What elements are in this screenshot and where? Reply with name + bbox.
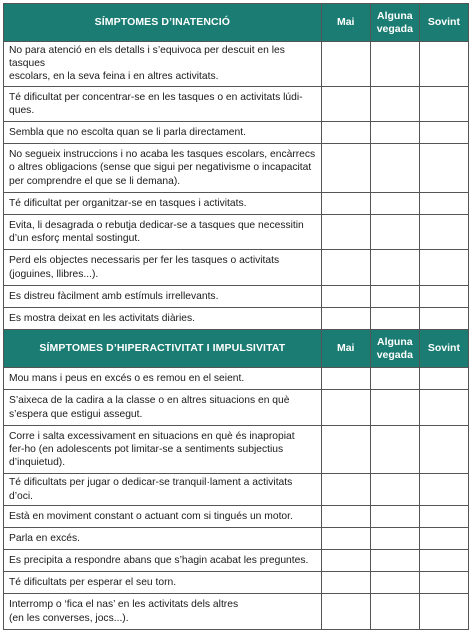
column-header-sovint: Sovint	[419, 330, 468, 368]
symptom-text-line: Té dificultats per jugar o dedicar-se tranquil·lament a activitats d’oci.	[9, 477, 293, 502]
symptom-row	[4, 572, 469, 594]
answer-cell-mai[interactable]	[321, 192, 370, 214]
section-title: SÍMPTOMES D’HIPERACTIVITAT I IMPULSIVITAT	[4, 330, 322, 368]
answer-cell-sovint[interactable]	[419, 425, 468, 474]
answer-cell-alguna-vegada[interactable]	[370, 86, 419, 121]
column-header-alguna-vegada: Alguna vegada	[370, 4, 419, 42]
answer-cell-mai[interactable]	[321, 86, 370, 121]
answer-cell-mai[interactable]	[321, 390, 370, 425]
answer-cell-sovint[interactable]	[419, 474, 468, 505]
column-header-mai: Mai	[321, 4, 370, 42]
answer-cell-alguna-vegada[interactable]	[370, 122, 419, 144]
symptom-text	[4, 474, 322, 505]
symptom-text	[4, 122, 322, 144]
answer-cell-mai[interactable]	[321, 594, 370, 629]
section-title: SÍMPTOMES D’INATENCIÓ	[4, 4, 322, 42]
symptom-text	[4, 307, 322, 329]
symptom-text-line: d’un esforç mental sostingut.	[9, 233, 141, 245]
symptom-text	[4, 86, 322, 121]
symptom-text-line: Interromp o ‘fica el nas’ en les activitats dels altres	[9, 599, 239, 611]
symptom-text-line: S’aixeca de la cadira a la classe o en altres situacions en què	[9, 395, 290, 407]
answer-cell-sovint[interactable]	[419, 550, 468, 572]
answer-cell-sovint[interactable]	[419, 250, 468, 285]
column-header-alguna-vegada: Alguna vegada	[370, 330, 419, 368]
symptom-row	[4, 368, 469, 390]
answer-cell-sovint[interactable]	[419, 42, 468, 87]
symptom-text-line: o altres obligacions (sense que sigui per negativisme o incapacitat	[9, 162, 312, 174]
symptom-text-line: Està en moviment constant o actuant com si tingués un motor.	[9, 510, 293, 522]
answer-cell-sovint[interactable]	[419, 368, 468, 390]
answer-cell-alguna-vegada[interactable]	[370, 144, 419, 193]
symptom-text	[4, 250, 322, 285]
symptom-row	[4, 86, 469, 121]
symptom-text-line: Sembla que no escolta quan se li parla directament.	[9, 126, 246, 138]
symptom-row	[4, 192, 469, 214]
answer-cell-mai[interactable]	[321, 527, 370, 549]
answer-cell-sovint[interactable]	[419, 285, 468, 307]
answer-cell-alguna-vegada[interactable]	[370, 527, 419, 549]
answer-cell-sovint[interactable]	[419, 192, 468, 214]
symptom-text-line: (joguines, llibres...).	[9, 268, 99, 280]
symptom-row	[4, 285, 469, 307]
section-header-row	[4, 330, 469, 368]
answer-cell-alguna-vegada[interactable]	[370, 474, 419, 505]
checklist-table	[3, 3, 469, 630]
symptom-text-line: fer-ho (en adolescents pot limitar-se a sentiments subjectius	[9, 443, 284, 455]
answer-cell-alguna-vegada[interactable]	[370, 42, 419, 87]
section-header-row	[4, 4, 469, 42]
symptom-text-line: per comprendre el que se li demana).	[9, 175, 181, 187]
answer-cell-alguna-vegada[interactable]	[370, 572, 419, 594]
answer-cell-mai[interactable]	[321, 572, 370, 594]
symptom-text	[4, 368, 322, 390]
symptom-text-line: Es precipita a respondre abans que s’hagin acabat les preguntes.	[9, 555, 309, 567]
answer-cell-alguna-vegada[interactable]	[370, 192, 419, 214]
answer-cell-alguna-vegada[interactable]	[370, 368, 419, 390]
symptom-text	[4, 390, 322, 425]
symptom-text	[4, 285, 322, 307]
answer-cell-alguna-vegada[interactable]	[370, 250, 419, 285]
symptom-text	[4, 527, 322, 549]
symptom-text	[4, 594, 322, 629]
symptom-row	[4, 425, 469, 474]
symptom-text-line: Evita, li desagrada o rebutja dedicar-se a tasques que necessitin	[9, 219, 304, 231]
symptom-text-line: No para atenció en els detalls i s’equivoca per descuit en les tasques	[9, 45, 285, 70]
answer-cell-sovint[interactable]	[419, 214, 468, 249]
symptom-text-line: Té dificultat per concentrar-se en les tasques o en activitats lúdi-	[9, 91, 303, 103]
symptom-text	[4, 550, 322, 572]
symptom-row	[4, 122, 469, 144]
symptom-text-line: d’inquietud).	[9, 457, 66, 469]
answer-cell-mai[interactable]	[321, 425, 370, 474]
symptom-text	[4, 144, 322, 193]
symptom-text-line: Es mostra deixat en les activitats diàries.	[9, 312, 195, 324]
symptom-row	[4, 474, 469, 505]
answer-cell-mai[interactable]	[321, 368, 370, 390]
answer-cell-mai[interactable]	[321, 550, 370, 572]
symptom-text-line: s’espera que estigui assegut.	[9, 408, 143, 420]
column-header-sovint: Sovint	[419, 4, 468, 42]
symptom-text-line: Es distreu fàcilment amb estímuls irrellevants.	[9, 290, 219, 302]
answer-cell-sovint[interactable]	[419, 527, 468, 549]
symptom-text-line: ques.	[9, 104, 35, 116]
symptom-text	[4, 505, 322, 527]
answer-cell-mai[interactable]	[321, 474, 370, 505]
answer-cell-sovint[interactable]	[419, 505, 468, 527]
symptom-text-line: Perd els objectes necessaris per fer les tasques o activitats	[9, 255, 280, 267]
symptom-row	[4, 307, 469, 329]
answer-cell-sovint[interactable]	[419, 572, 468, 594]
symptom-text-line: Mou mans i peus en excés o es remou en el seient.	[9, 373, 245, 385]
symptom-row	[4, 42, 469, 87]
symptom-text-line: No segueix instruccions i no acaba les tasques escolars, encàrrecs	[9, 149, 316, 161]
symptom-row	[4, 505, 469, 527]
symptom-text-line: (en les converses, jocs...).	[9, 612, 129, 624]
symptom-text-line: Corre i salta excessivament en situacions en què és inapropiat	[9, 430, 295, 442]
answer-cell-alguna-vegada[interactable]	[370, 505, 419, 527]
answer-cell-alguna-vegada[interactable]	[370, 425, 419, 474]
symptom-text	[4, 214, 322, 249]
symptom-text-line: Té dificultat per organitzar-se en tasques i activitats.	[9, 197, 247, 209]
answer-cell-sovint[interactable]	[419, 390, 468, 425]
answer-cell-sovint[interactable]	[419, 307, 468, 329]
answer-cell-sovint[interactable]	[419, 86, 468, 121]
answer-cell-mai[interactable]	[321, 505, 370, 527]
symptom-text-line: Parla en excés.	[9, 532, 80, 544]
symptom-row	[4, 527, 469, 549]
symptom-row	[4, 390, 469, 425]
answer-cell-mai[interactable]	[321, 122, 370, 144]
symptom-text-line: escolars, en la seva feina i en altres activitats.	[9, 71, 219, 83]
symptom-text-line: Té dificultats per esperar el seu torn.	[9, 577, 177, 589]
symptom-row	[4, 144, 469, 193]
symptom-row	[4, 594, 469, 629]
symptom-text	[4, 192, 322, 214]
answer-cell-mai[interactable]	[321, 144, 370, 193]
symptom-row	[4, 550, 469, 572]
symptom-row	[4, 250, 469, 285]
column-header-mai: Mai	[321, 330, 370, 368]
symptom-row	[4, 214, 469, 249]
answer-cell-sovint[interactable]	[419, 144, 468, 193]
answer-cell-sovint[interactable]	[419, 122, 468, 144]
answer-cell-mai[interactable]	[321, 307, 370, 329]
answer-cell-sovint[interactable]	[419, 594, 468, 629]
answer-cell-alguna-vegada[interactable]	[370, 390, 419, 425]
answer-cell-alguna-vegada[interactable]	[370, 214, 419, 249]
symptom-text	[4, 42, 322, 87]
answer-cell-alguna-vegada[interactable]	[370, 550, 419, 572]
answer-cell-mai[interactable]	[321, 42, 370, 87]
answer-cell-mai[interactable]	[321, 250, 370, 285]
symptom-text	[4, 425, 322, 474]
answer-cell-mai[interactable]	[321, 214, 370, 249]
answer-cell-alguna-vegada[interactable]	[370, 307, 419, 329]
answer-cell-alguna-vegada[interactable]	[370, 594, 419, 629]
answer-cell-mai[interactable]	[321, 285, 370, 307]
answer-cell-alguna-vegada[interactable]	[370, 285, 419, 307]
symptom-text	[4, 572, 322, 594]
